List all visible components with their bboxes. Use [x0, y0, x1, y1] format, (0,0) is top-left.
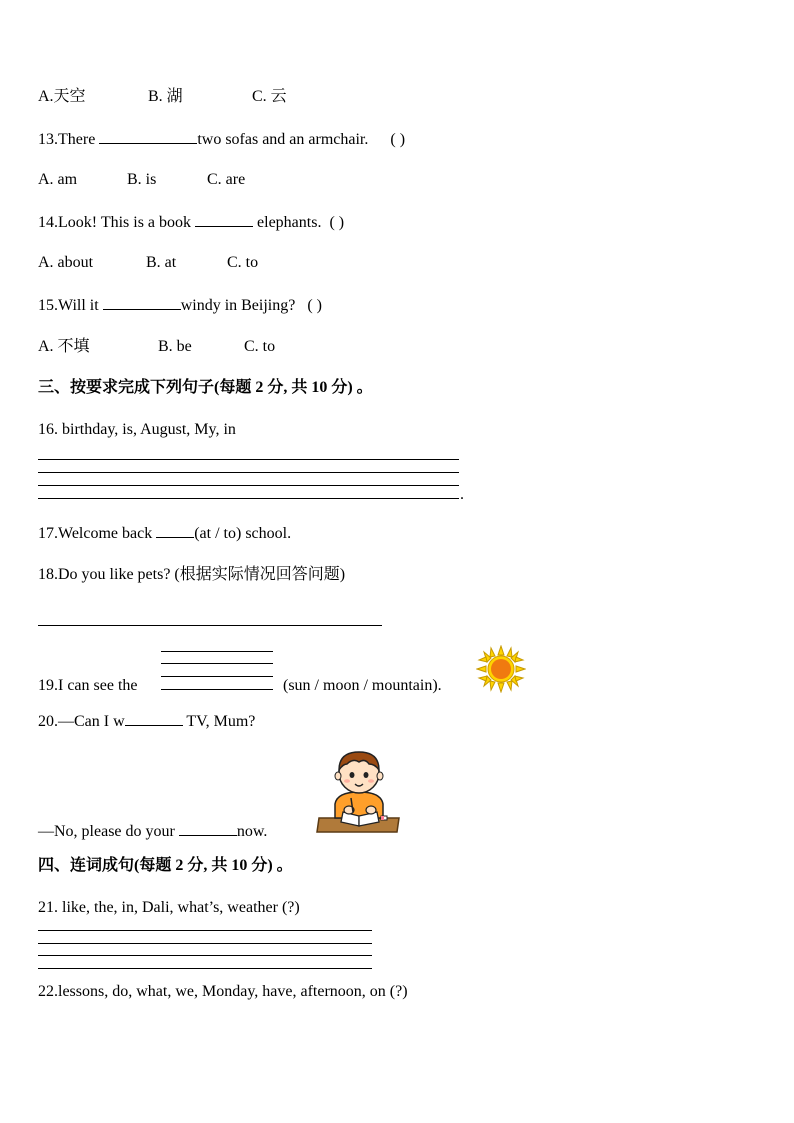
answer-line[interactable] — [38, 930, 372, 931]
section-4-heading: 四、连词成句(每题 2 分, 共 10 分) 。 — [38, 857, 293, 874]
answer-line[interactable] — [38, 459, 459, 460]
q14-option-b: B. at — [146, 254, 177, 271]
question-20-reply-start: —No, please do your — [38, 823, 179, 840]
answer-line[interactable] — [38, 968, 372, 969]
question-15 — [38, 295, 322, 316]
answer-blank[interactable] — [156, 523, 194, 538]
answer-line[interactable] — [38, 955, 372, 956]
question-17 — [38, 523, 291, 544]
question-14 — [38, 212, 344, 233]
answer-line[interactable] — [38, 625, 382, 626]
q15-option-c: C. to — [244, 338, 276, 355]
q12-option-c: C. 云 — [252, 88, 287, 105]
answer-line[interactable] — [38, 485, 459, 486]
question-20-stem-end: TV, Mum? — [182, 713, 256, 730]
question-13-stem-start: 13.There — [38, 131, 100, 148]
answer-line[interactable] — [161, 676, 273, 677]
question-14-stem-end: elephants. — [253, 214, 322, 231]
question-18: 18.Do you like pets? (根据实际情况回答问题) — [38, 566, 346, 583]
question-15-stem-end: windy in Beijing? — [180, 297, 296, 314]
boy-studying-illustration — [315, 746, 403, 834]
question-21: 21. like, the, in, Dali, what’s, weather (?) — [38, 899, 300, 916]
q15-option-b: B. be — [158, 338, 192, 355]
question-22: 22.lessons, do, what, we, Monday, have, afternoon, on (?) — [38, 983, 408, 1000]
answer-blank[interactable] — [195, 212, 253, 227]
q13-option-c: C. are — [207, 171, 246, 188]
q13-option-b: B. is — [127, 171, 157, 188]
question-20-reply-end: now. — [236, 823, 268, 840]
answer-line[interactable] — [161, 651, 273, 652]
sentence-period: . — [460, 486, 464, 503]
q12-option-a: A.天空 — [38, 88, 86, 105]
q14-option-a: A. about — [38, 254, 94, 271]
q15-option-a: A. 不填 — [38, 338, 90, 355]
question-19-stem-end: (sun / moon / mountain). — [283, 677, 442, 694]
answer-blank[interactable] — [179, 821, 237, 836]
answer-parentheses[interactable]: ( ) — [329, 214, 345, 231]
question-14-stem-start: 14.Look! This is a book — [38, 214, 196, 231]
question-17-stem-end: (at / to) school. — [194, 525, 292, 542]
q12-option-b: B. 湖 — [148, 88, 183, 105]
question-17-stem-start: 17.Welcome back — [38, 525, 157, 542]
q14-option-c: C. to — [227, 254, 259, 271]
answer-parentheses[interactable]: ( ) — [307, 297, 322, 314]
question-19-stem-start: 19.I can see the — [38, 677, 138, 694]
sun-illustration — [476, 645, 526, 693]
answer-line[interactable] — [161, 689, 273, 690]
answer-line[interactable] — [38, 498, 459, 499]
answer-line[interactable] — [161, 663, 273, 664]
answer-blank[interactable] — [125, 711, 183, 726]
q13-option-a: A. am — [38, 171, 78, 188]
question-13 — [38, 129, 405, 150]
section-3-heading: 三、按要求完成下列句子(每题 2 分, 共 10 分) 。 — [38, 379, 373, 396]
question-20-line-1 — [38, 711, 255, 732]
question-13-stem-end: two sofas and an armchair. — [197, 131, 369, 148]
question-20-line-2 — [38, 821, 267, 842]
question-20-stem-start: 20.—Can I w — [38, 713, 125, 730]
answer-parentheses[interactable]: ( ) — [390, 131, 406, 148]
answer-blank[interactable] — [103, 295, 181, 310]
answer-line[interactable] — [38, 472, 459, 473]
question-16: 16. birthday, is, August, My, in — [38, 421, 236, 438]
answer-line[interactable] — [38, 943, 372, 944]
answer-blank[interactable] — [99, 129, 197, 144]
question-15-stem-start: 15.Will it — [38, 297, 103, 314]
